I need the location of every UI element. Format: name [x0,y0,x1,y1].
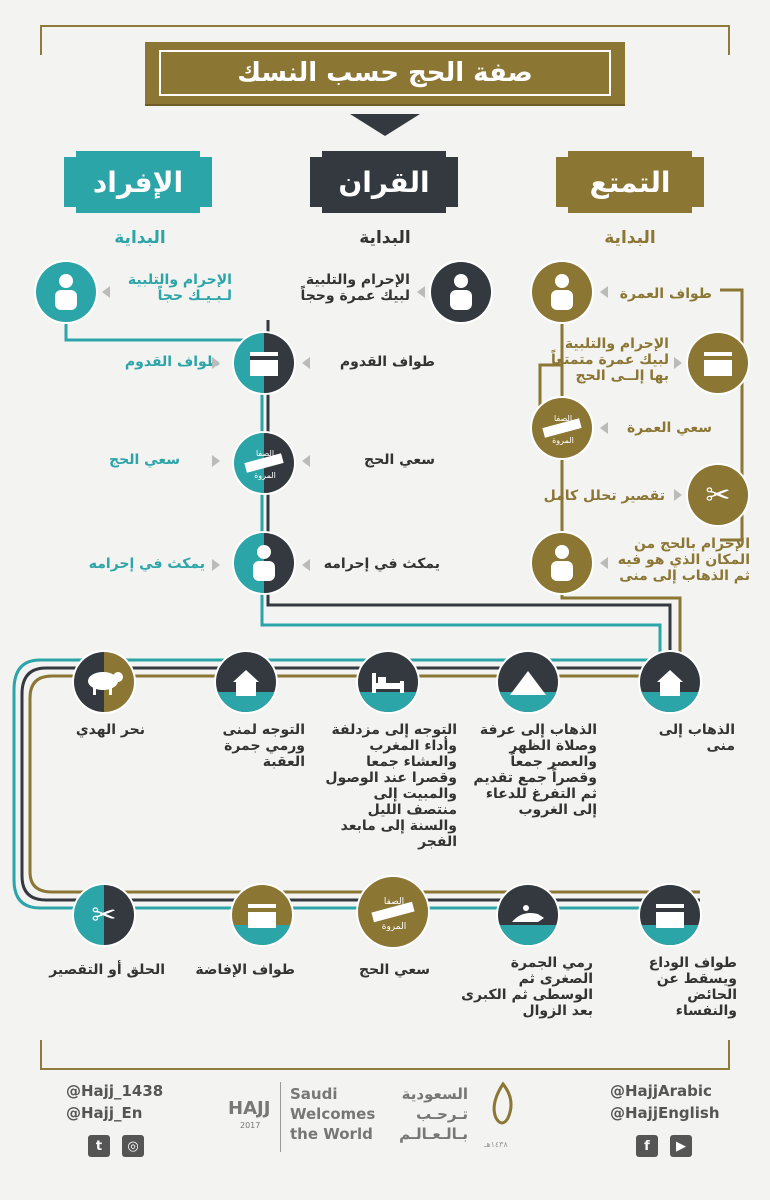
arrow-icon [302,559,310,571]
twitter-handle-ar[interactable]: @Hajj_1438 [66,1082,164,1100]
tamattu-ihram-circle [688,333,748,393]
sacrifice-circle [74,652,134,712]
saudi-ar-line: بـالـعـالـم [399,1125,468,1143]
qiran-step-4: يمكث في إحرامه [323,556,440,572]
footer-frame-bottom [40,1068,730,1070]
svg-text:المروة: المروة [381,922,407,931]
scissors-icon: ✂ [705,477,731,513]
ministry-emblem [478,1078,528,1138]
qiran-step-2: طواف القدوم [339,354,435,370]
kaaba-icon [640,885,700,945]
twitter-icon[interactable]: t [88,1135,110,1157]
youtube-icon[interactable]: ▶ [670,1135,692,1157]
kaaba-icon [234,333,294,393]
farewell-tawaf-circle [640,885,700,945]
tamattu-step-2: الإحرام والتلبية لبيك عمرة متمتعاً بها إلــى الحج [550,336,669,384]
row1-step-2: الذهاب إلى عرفة وصلاة الظهر والعصر جمعاً وقصراً جمع تقديم ثم التفرغ للدعاء إلى الغروب [473,722,597,818]
arrow-icon [212,357,220,369]
mina-circle [640,652,700,712]
jamarat-aqabah-circle [216,652,276,712]
arrow-icon [674,489,682,501]
instagram-icon[interactable]: ◎ [122,1135,144,1157]
english-handle[interactable]: @HajjEnglish [610,1104,720,1122]
saudi-welcomes-en [290,1084,375,1144]
stoning-circle [498,885,558,945]
tamattu-start: البداية [604,228,656,248]
qiran-ihram-circle [431,262,491,322]
tamattu-step-5: الإحرام بالحج من المكان الذي هو فيه ثم الذهاب إلى منى [617,536,750,584]
header-ifrad-label: الإفراد [92,165,184,199]
umrah-sai-circle [532,398,592,458]
arrow-icon [212,559,220,571]
tamattu-step-3: سعي العمرة [626,420,712,436]
row2-step-3: سعي الحج [359,962,430,978]
hajj-ihram-circle [532,533,592,593]
pilgrim-icon [234,533,294,593]
ifrad-step-4: يمكث في إحرامه [88,556,205,572]
saudi-en-line: the World [290,1125,373,1143]
ifrad-ihram-circle [36,262,96,322]
arafah-circle [498,652,558,712]
kaaba-icon [232,885,292,945]
tamattu-step-1: طواف العمرة [619,286,712,302]
row2-step-1: طواف الوداع ويسقط عن الحائض والنفساء [648,955,737,1019]
tent-icon [640,652,700,712]
tamattu-step-4: تقصير تحلل كامل [543,488,665,504]
ifrad-step-2: طواف القدوم [124,354,220,370]
safa-marwa-icon [234,433,294,493]
footer-divider [280,1082,281,1152]
page-title: صفة الحج حسب النسك [237,58,533,88]
row2-step-2: رمي الجمرة الصغرى ثم الوسطى ثم الكبرى بعد الزوال [461,955,593,1019]
row2-step-5: الحلق أو التقصير [49,962,165,978]
arabic-handle[interactable]: @HajjArabic [610,1082,712,1100]
hajj-sai-circle [234,433,294,493]
hajj-logo: HAJJ [228,1098,271,1119]
bed-icon [358,652,418,712]
saudi-ar-line: السعودية [401,1085,468,1103]
svg-text:الصفا: الصفا [383,897,405,907]
pilgrim-icon [532,533,592,593]
ifrad-step-1: الإحرام والتلبية لـبـيـك حجاً [127,272,232,304]
umrah-tawaf-circle [532,262,592,322]
sheep-icon [74,652,134,712]
arrow-icon [674,357,682,369]
saudi-en-line: Welcomes [290,1105,376,1123]
row1-step-1: الذهاب إلى منى [658,722,735,754]
halq-circle [74,885,134,945]
header-qiran-label: القران [338,165,430,199]
arrow-icon [102,286,110,298]
safa-marwa-icon [358,877,428,947]
saudi-ar-line: تـرحـب [416,1105,468,1123]
muzdalifah-circle [358,652,418,712]
hajj-sai-row2-circle [358,877,428,947]
pilgrim-icon [431,262,491,322]
ifrad-step-3: سعي الحج [109,452,180,468]
tent-icon [216,652,276,712]
qudum-tawaf-circle [234,333,294,393]
arrow-icon [302,357,310,369]
arrow-icon [600,286,608,298]
row1-step-3: التوجه إلى مزدلفة وأداء المغرب والعشاء جمعا وقصرا عند الوصول والمبيت إلى منتصف الليل والسنة إلى مابعد الفجر [325,722,457,850]
arrow-icon [600,422,608,434]
arrow-icon [212,455,220,467]
row1-step-5: نحر الهدي [75,722,145,738]
qiran-step-1: الإحرام والتلبية لبيك عمرة وحجاً [300,272,410,304]
hajj-year: 2017 [240,1121,261,1130]
footer-frame-right [728,1040,730,1070]
safa-marwa-icon [532,398,592,458]
saudi-welcomes-ar [378,1084,468,1144]
svg-text:المروة: المروة [254,471,276,480]
footer-frame-left [40,1040,42,1070]
header-tamattu-label: التمتع [589,165,671,199]
ifrad-start: البداية [114,228,166,248]
marwa-text: المروة [552,436,574,445]
arrow-icon [302,455,310,467]
facebook-icon[interactable]: f [636,1135,658,1157]
qiran-step-3: سعي الحج [364,452,435,468]
pilgrim-icon [36,262,96,322]
remain-ihram-circle [234,533,294,593]
emblem-year: ١٤٣٨هـ [484,1140,508,1149]
safa-text: الصفا [553,414,573,423]
hand-pebble-icon [498,885,558,945]
twitter-handle-en[interactable]: @Hajj_En [66,1104,143,1122]
arrow-icon [417,286,425,298]
mountain-icon [498,652,558,712]
row2-step-4: طواف الإفاضة [195,962,295,978]
kaaba-icon [688,333,748,393]
row1-step-4: التوجه لمنى ورمي جمرة العقبة [222,722,305,770]
qiran-start: البداية [359,228,411,248]
pilgrim-icon [532,262,592,322]
ifadah-tawaf-circle [232,885,292,945]
svg-text:الصفا: الصفا [255,449,275,458]
scissors-icon: ✂ [91,897,117,933]
saudi-en-line: Saudi [290,1085,338,1103]
taqsir-circle [688,465,748,525]
